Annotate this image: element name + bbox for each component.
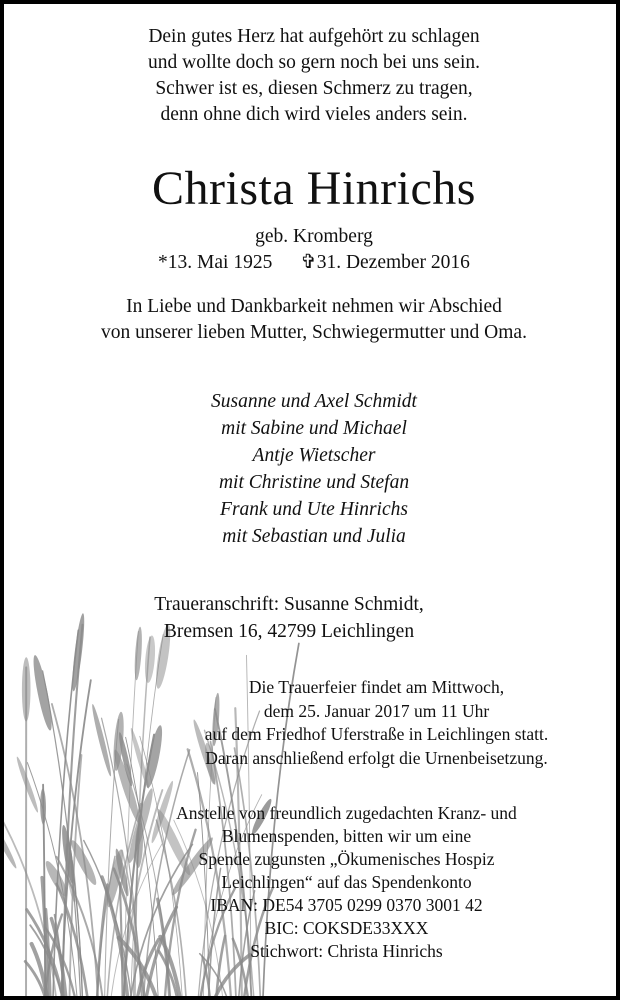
funeral-line: auf dem Friedhof Uferstraße in Leichlingen statt.: [204, 724, 549, 744]
mourner: Frank und Ute Hinrichs: [220, 499, 408, 520]
mourner: Antje Wietscher: [252, 445, 376, 466]
mourner: mit Sebastian und Julia: [222, 526, 406, 547]
funeral-details: [164, 676, 589, 770]
farewell-line: von unserer lieben Mutter, Schwiegermutter und Oma.: [101, 322, 527, 343]
donation-line: Spende zugunsten „Ökumenisches Hospiz: [198, 849, 495, 869]
donation-line: Anstelle von freundlich zugedachten Kranz- und: [176, 803, 517, 823]
donation-reference: Stichwort: Christa Hinrichs: [250, 941, 443, 961]
mourner: mit Christine und Stefan: [218, 472, 410, 493]
poem: [4, 24, 620, 128]
funeral-line: dem 25. Januar 2017 um 11 Uhr: [263, 700, 490, 721]
funeral-line: Die Trauerfeier findet am Mittwoch,: [248, 677, 505, 697]
address-line: Traueranschrift: Susanne Schmidt,: [154, 594, 424, 615]
birth-date: *13. Mai 1925: [158, 252, 273, 273]
maiden-name: geb. Kromberg: [255, 226, 373, 247]
deceased-name: Christa Hinrichs: [152, 162, 476, 215]
death-date: 31. Dezember 2016: [316, 252, 470, 273]
donation-line: Leichlingen“ auf das Spendenkonto: [221, 872, 472, 892]
mourner: mit Sabine und Michael: [221, 418, 407, 439]
poem-line: und wollte doch so gern noch bei uns sein.: [148, 52, 480, 73]
donation-iban: IBAN: DE54 3705 0299 0370 3001 42: [210, 895, 483, 915]
donation-line: Blumenspenden, bitten wir um eine: [221, 826, 472, 846]
mourner: Susanne und Axel Schmidt: [211, 391, 417, 412]
farewell-text: [4, 294, 620, 346]
funeral-line: Daran anschließend erfolgt die Urnenbeisetzung.: [205, 747, 548, 768]
poem-line: Schwer ist es, diesen Schmerz zu tragen,: [155, 78, 473, 99]
cross-icon: ✞: [300, 252, 317, 273]
mourning-address: [4, 591, 574, 645]
farewell-line: In Liebe und Dankbarkeit nehmen wir Abschied: [126, 296, 502, 317]
donation-bic: BIC: COKSDE33XXX: [264, 918, 429, 938]
life-dates: [4, 250, 620, 276]
poem-line: denn ohne dich wird vieles anders sein.: [160, 104, 468, 125]
poem-line: Dein gutes Herz hat aufgehört zu schlagen: [148, 26, 480, 47]
address-line: Bremsen 16, 42799 Leichlingen: [163, 621, 415, 642]
donation-request: [154, 802, 539, 963]
mourners-list: [4, 388, 620, 550]
